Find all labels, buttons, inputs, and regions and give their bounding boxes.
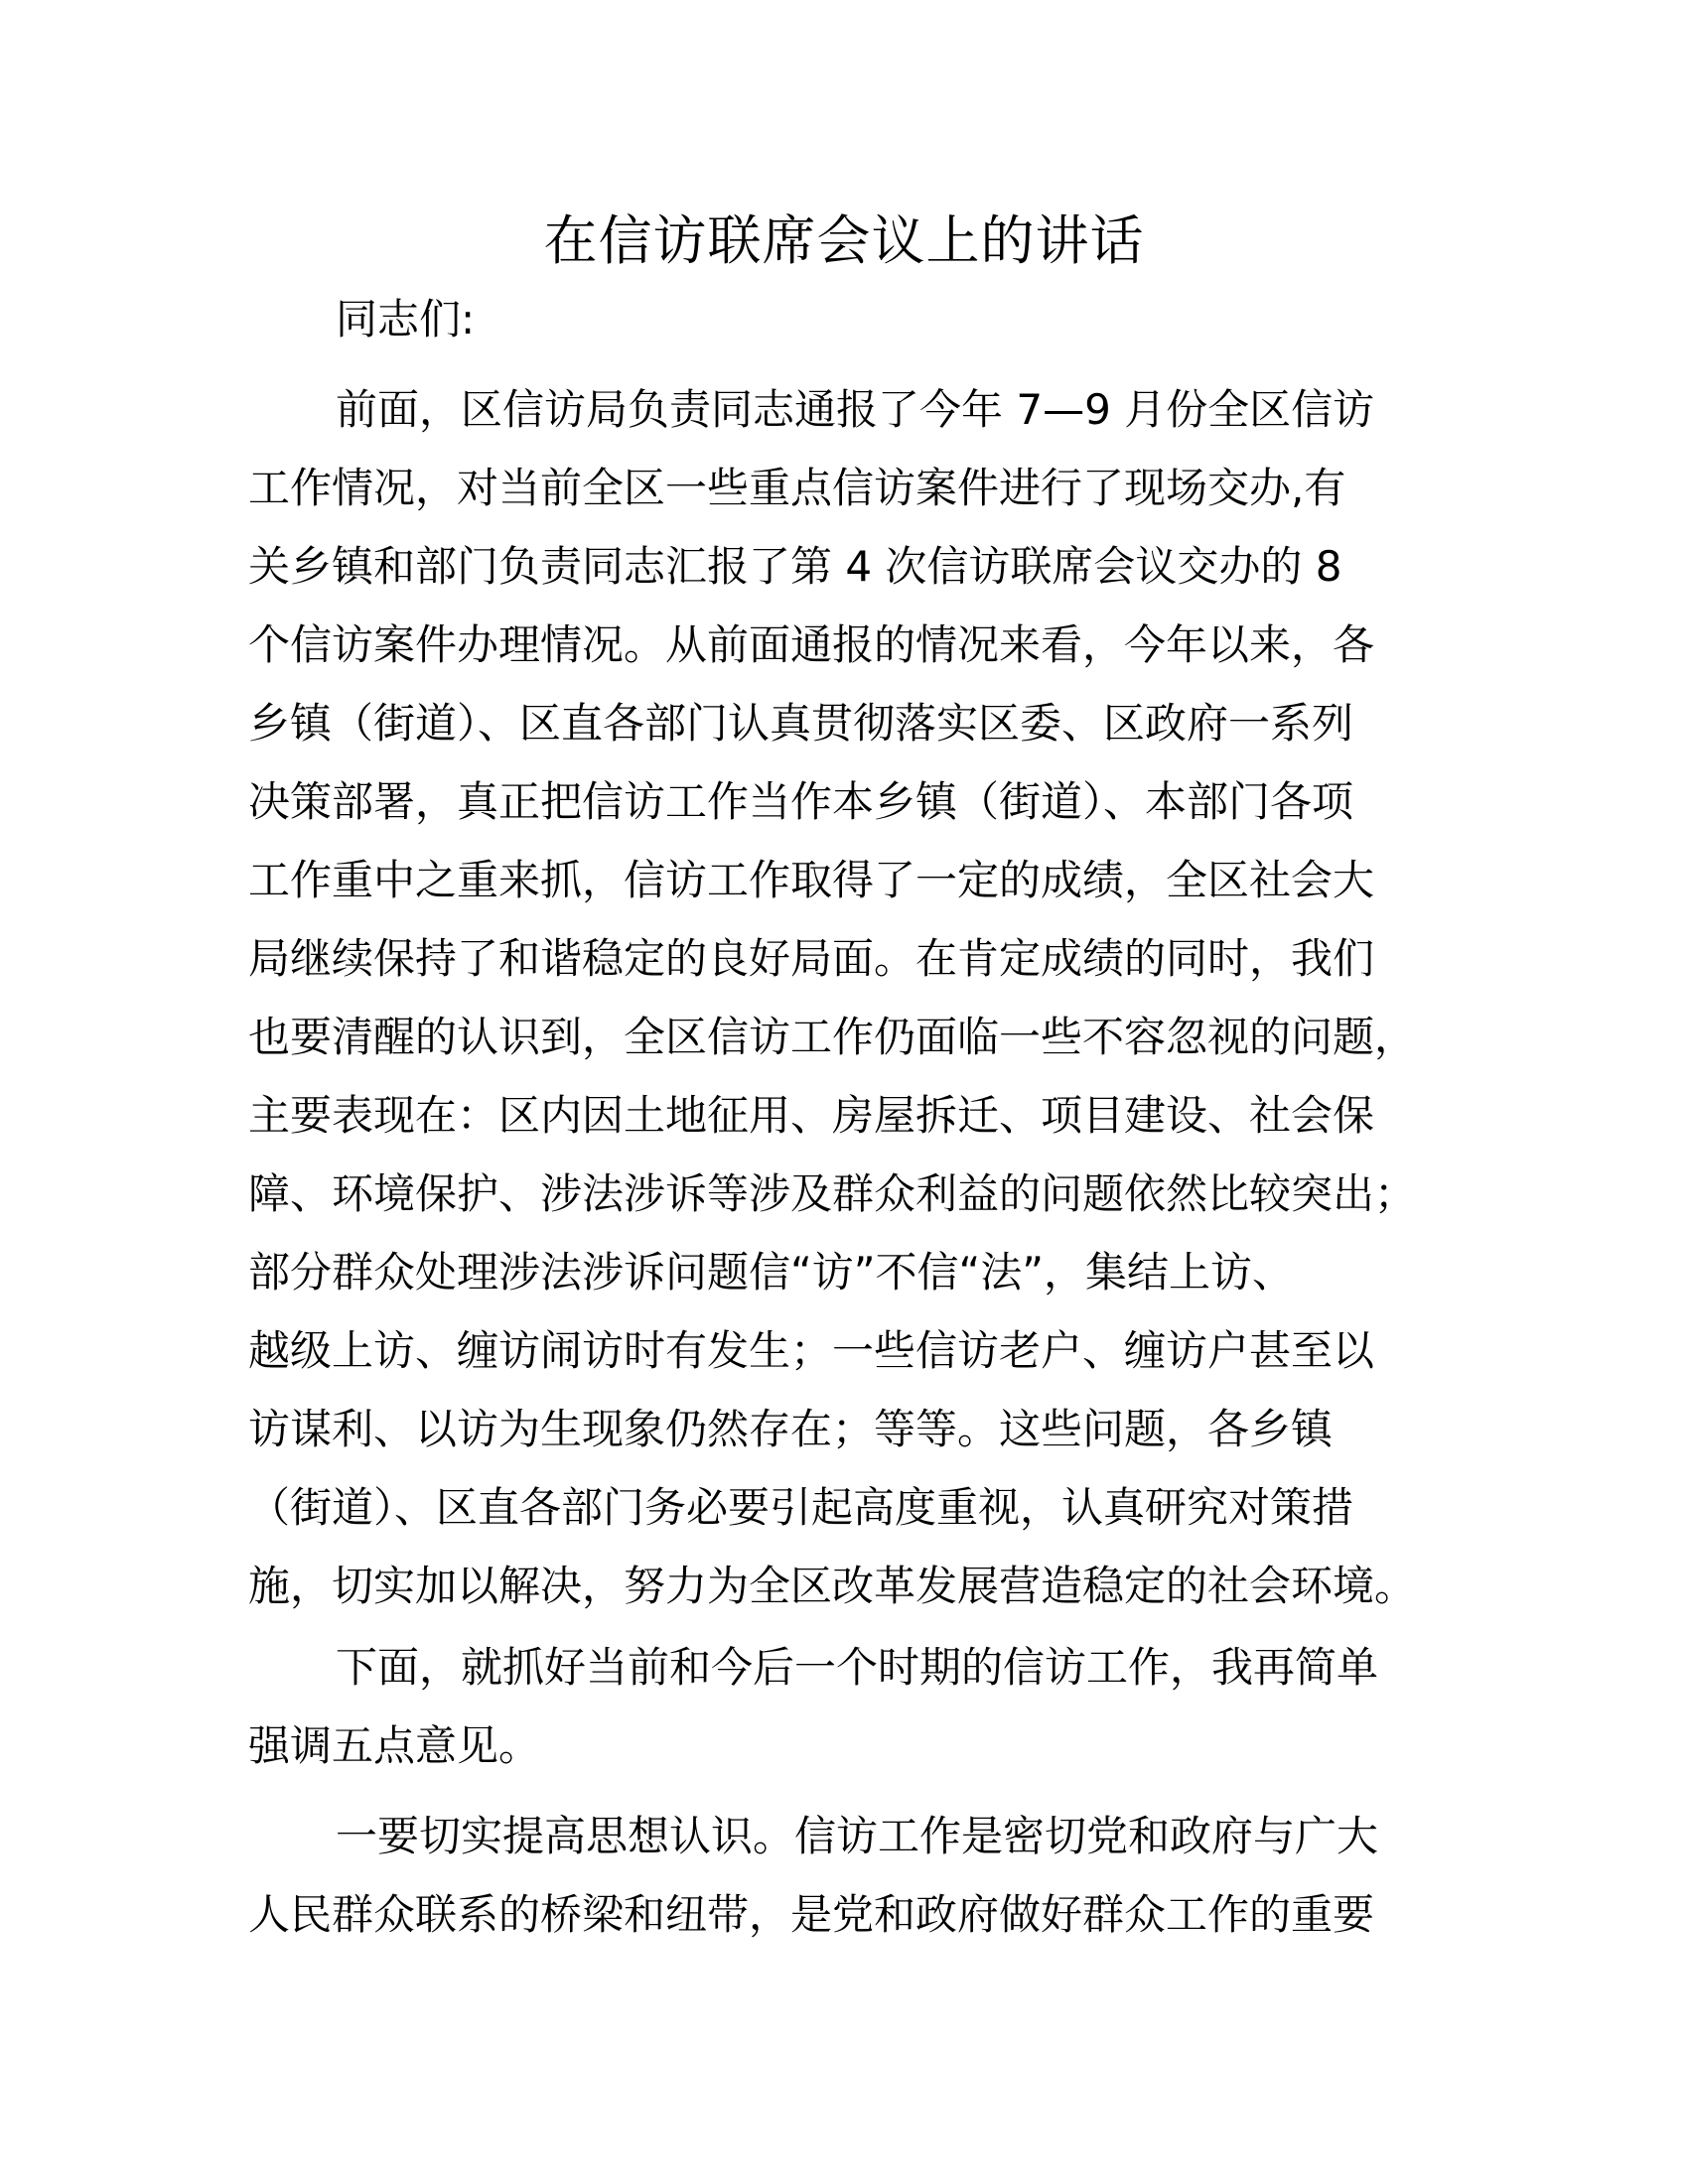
paragraph-line: 强调五点意见。 bbox=[248, 1721, 541, 1770]
paragraph-line: 下面，就抓好当前和今后一个时期的信访工作，我再简单 bbox=[336, 1643, 1379, 1692]
paragraph-opening bbox=[248, 370, 1448, 1625]
paragraph-line: 施，切实加以解决，努力为全区改革发展营造稳定的社会环境。 bbox=[248, 1562, 1417, 1610]
paragraph-line: 局继续保持了和谐稳定的良好局面。在肯定成绩的同时，我们 bbox=[248, 934, 1375, 983]
paragraph-line: 也要清醒的认识到，全区信访工作仍面临一些不容忽视的问题， bbox=[248, 1013, 1417, 1061]
paragraph-transition bbox=[248, 1628, 1448, 1785]
paragraph-line: 人民群众联系的桥梁和纽带，是党和政府做好群众工作的重要 bbox=[248, 1890, 1375, 1939]
paragraph-line: 工作重中之重来抓，信访工作取得了一定的成绩，全区社会大 bbox=[248, 856, 1375, 904]
paragraph-line: 越级上访、缠访闹访时有发生；一些信访老户、缠访户甚至以 bbox=[248, 1326, 1375, 1375]
document-title: 在信访联席会议上的讲话 bbox=[543, 209, 1145, 272]
paragraph-line: （街道）、区直各部门务必要引起高度重视，认真研究对策措 bbox=[248, 1483, 1354, 1532]
paragraph-line: 障、环境保护、涉法涉诉等涉及群众利益的问题依然比较突出； bbox=[248, 1169, 1417, 1218]
paragraph-point-one bbox=[248, 1797, 1448, 1954]
paragraph-line: 前面，区信访局负责同志通报了今年 7—9 月份全区信访 bbox=[336, 385, 1375, 434]
salutation bbox=[248, 280, 1448, 358]
paragraph-line: 乡镇（街道）、区直各部门认真贯彻落实区委、区政府一系列 bbox=[248, 699, 1354, 748]
paragraph-line: 部分群众处理涉法涉诉问题信“访”不信“法”，集结上访、 bbox=[248, 1248, 1295, 1297]
paragraph-line: 决策部署，真正把信访工作当作本乡镇（街道）、本部门各项 bbox=[248, 777, 1354, 826]
paragraph-line: 工作情况，对当前全区一些重点信访案件进行了现场交办,有 bbox=[248, 464, 1346, 512]
paragraph-line: 关乡镇和部门负责同志汇报了第 4 次信访联席会议交办的 8 bbox=[248, 542, 1342, 591]
paragraph-line: 个信访案件办理情况。从前面通报的情况来看，今年以来，各 bbox=[248, 620, 1375, 669]
paragraph-line: 一要切实提高思想认识。信访工作是密切党和政府与广大 bbox=[336, 1812, 1379, 1860]
paragraph-line: 主要表现在：区内因土地征用、房屋拆迁、项目建设、社会保 bbox=[248, 1091, 1375, 1140]
paragraph-line: 访谋利、以访为生现象仍然存在；等等。这些问题，各乡镇 bbox=[248, 1405, 1334, 1453]
salutation-line: 同志们: bbox=[336, 295, 476, 343]
